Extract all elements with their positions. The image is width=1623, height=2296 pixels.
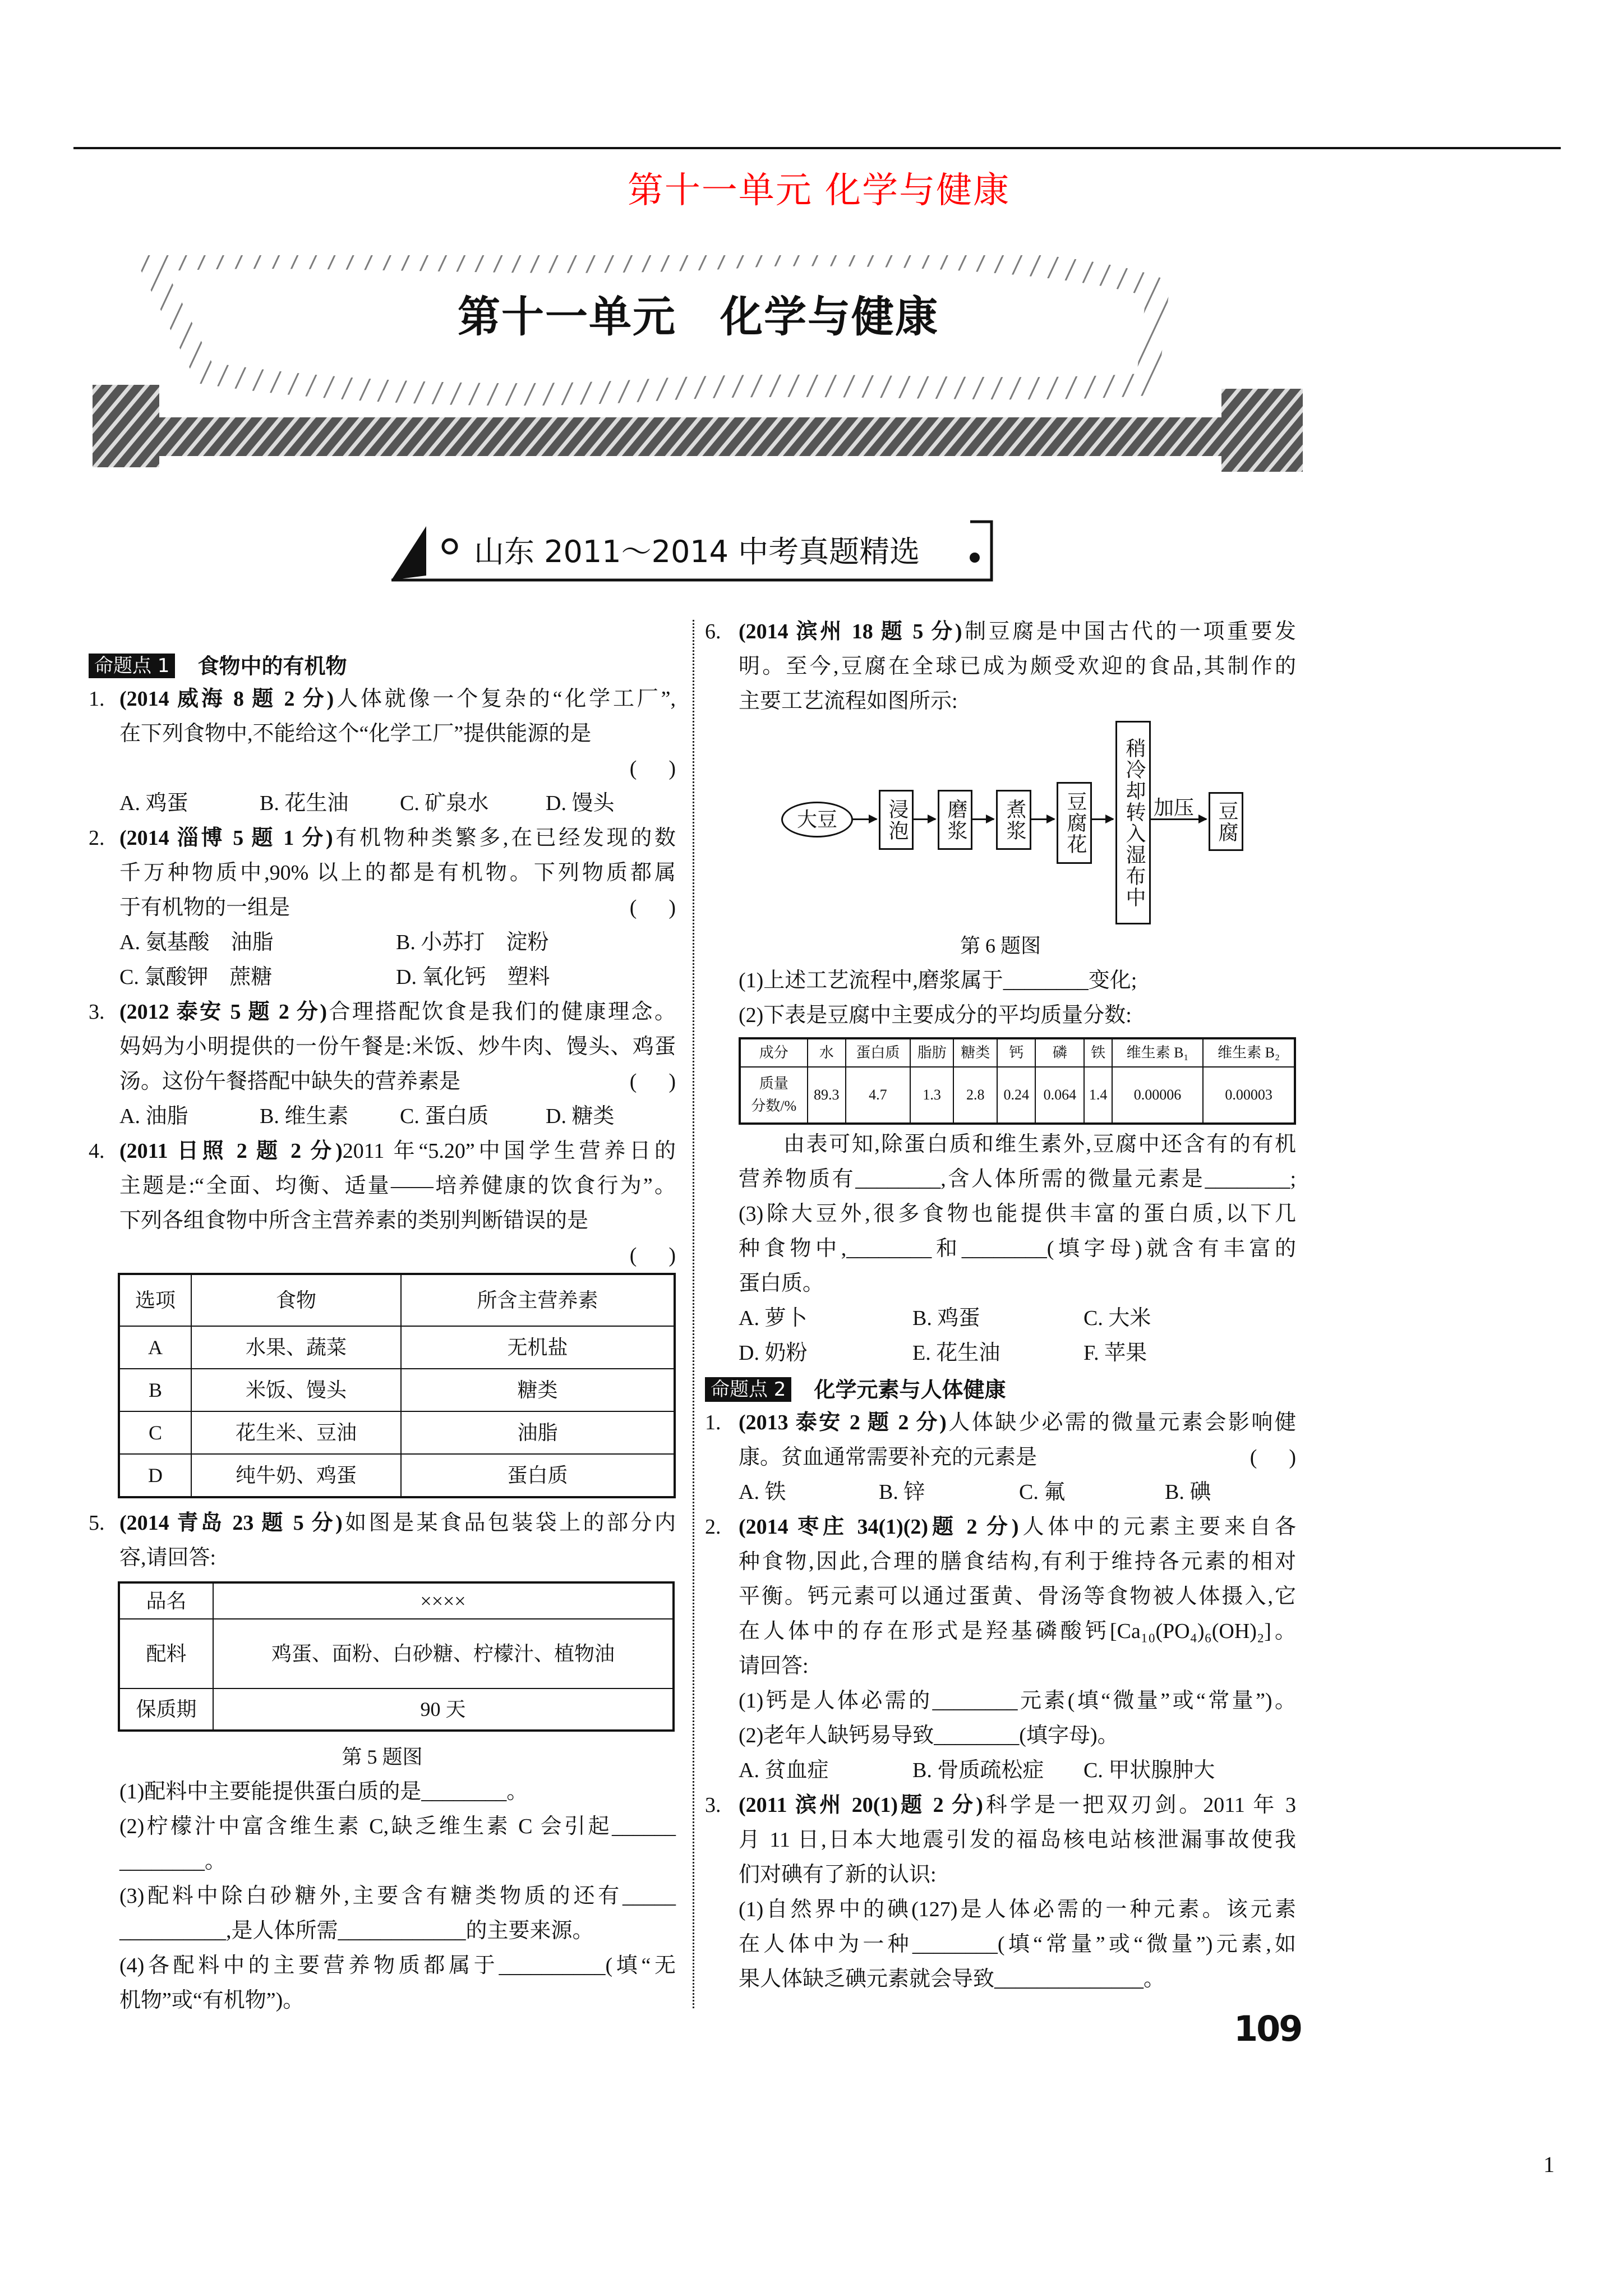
line-text: 蛋白质。 [739,1272,824,1295]
option-item[interactable]: A. 油脂 [119,1105,188,1128]
options-row [89,925,676,960]
line-body [739,1967,1165,1991]
line-text: 在人体中为一种________(填“常量”或“微量”)元素,如 [739,1932,1296,1956]
line-text: 科学是一把双刃剑。2011 年 3 [983,1793,1296,1817]
option-item[interactable]: D. 糖类 [546,1105,615,1128]
question-source: (2014 威海 8 题 2 分) [119,687,334,711]
line-text: 康。贫血通常需要补充的元素是 [739,1446,1038,1469]
line-body [739,614,1296,649]
table-cell: 2.8 [953,1067,997,1124]
text-line [705,1649,1296,1683]
line-text: (3)除大豆外,很多食物也能提供丰富的蛋白质,以下几 [739,1202,1296,1226]
options-row [89,960,676,995]
line-body [739,1927,1296,1962]
text-line [705,1440,1296,1475]
text-line [705,1162,1296,1197]
line-body [739,1127,1296,1162]
banner-decoration [93,255,1304,474]
line-body [739,649,1296,684]
text-line [705,1266,1296,1301]
line-text: 月 11 日,日本大地震引发的福岛核电站核泄漏事故使我 [739,1828,1296,1852]
text-line [705,1579,1296,1614]
text-line [705,1544,1296,1579]
line-body [739,969,1137,992]
text-line [705,1197,1296,1231]
section-heading [387,519,1004,582]
question-source: (2014 青岛 23 题 5 分) [119,1511,343,1535]
table-cell: C [119,1411,191,1454]
section-title: 山东 2011～2014 中考真题精选 [474,534,920,569]
topic-heading [705,1370,1296,1405]
page-title: 第十一单元 化学与健康 [627,170,1011,211]
options-row [89,786,676,821]
text-line [89,1064,676,1099]
options-row [705,1336,1296,1370]
table-cell: 配料 [119,1619,213,1688]
text-line [89,1203,676,1238]
line-text: 种食物中,________和________(填字母)就含有丰富的 [739,1237,1296,1260]
line-body [119,995,676,1029]
page-number: 109 [1234,2008,1302,2049]
question-number: 5. [89,1511,105,1535]
table-cell: 蛋白质 [401,1454,675,1497]
answer-bracket: ( ) [629,1244,676,1267]
text-line [705,998,1296,1033]
text-line [89,1809,676,1844]
line-body [119,1070,460,1093]
table-cell: 质量 分数/% [740,1067,808,1124]
unit-banner [93,255,1304,474]
option-item[interactable]: C. 氟 [1019,1480,1066,1504]
question-line [89,1506,676,1540]
line-text: (1)上述工艺流程中,磨浆属于________变化; [739,969,1137,992]
line-body [739,1724,1119,1747]
table-cell: 铁 [1084,1038,1112,1067]
option-item[interactable]: B. 锌 [879,1480,925,1504]
table-cell: 钙 [997,1038,1035,1067]
line-text: 千万种物质中,90% 以上的都是有机物。下列物质都属 [119,861,676,885]
line-body [119,1809,676,1844]
text-line [705,1892,1296,1927]
line-body [739,1683,1296,1718]
line-body [739,1614,1296,1649]
text-line [89,855,676,890]
question-number: 1. [705,1411,721,1434]
line-body [739,1544,1296,1579]
line-text: (2)柠檬汁中富含维生素 C,缺乏维生素 C 会引起______ [119,1815,676,1838]
text-line [89,1844,676,1879]
line-body [119,1919,594,1943]
option-item[interactable]: A. 贫血症 [739,1759,829,1782]
line-text: (1)自然界中的碘(127)是人体必需的一种元素。该元素 [739,1898,1296,1921]
table-cell: 4.7 [846,1067,910,1124]
answer-bracket: ( ) [1249,1446,1296,1469]
table-cell: 水果、蔬菜 [191,1326,401,1369]
line-text: 主要工艺流程如图所示: [739,689,958,713]
line-text: 如图是某食品包装袋上的部分内 [342,1511,676,1535]
flow-step-node: 煮浆 [996,790,1031,850]
table-cell: 维生素 B₂ [1203,1038,1295,1067]
option-item[interactable]: D. 氧化钙 塑料 [396,965,550,989]
text-line [89,890,676,925]
table-cell: 1.4 [1084,1067,1112,1124]
table-cell: 成分 [740,1038,808,1067]
table-cell: 糖类 [953,1038,997,1067]
question-number: 2. [705,1515,721,1539]
question-number: 3. [705,1793,721,1817]
line-text: (2)老年人缺钙易导致________(填字母)。 [739,1724,1119,1747]
text-line [705,1823,1296,1857]
option-item[interactable]: B. 花生油 [260,792,349,815]
question-line [705,1510,1296,1544]
table-cell: 0.24 [997,1067,1035,1124]
option-item[interactable]: A. 氨基酸 油脂 [119,931,274,954]
line-body [739,1231,1296,1266]
table-cell: 保质期 [119,1688,213,1731]
options-row [705,1475,1296,1510]
option-item[interactable]: B. 碘 [1165,1480,1211,1504]
line-text: 在下列食物中,不能给这个“化学工厂”提供能源的是 [119,722,592,746]
line-body [739,1823,1296,1857]
table-cell: 蛋白质 [846,1038,910,1067]
option-item[interactable]: B. 鸡蛋 [912,1306,980,1330]
process-flowchart [705,719,1296,928]
table-row [119,1411,675,1454]
answer-bracket: ( ) [629,757,676,780]
table-cell: 品名 [119,1582,213,1619]
text-line [705,1614,1296,1649]
table-cell: 水 [808,1038,846,1067]
question-number: 1. [89,687,105,711]
data-table [118,1273,676,1498]
line-body [739,1197,1296,1231]
data-table [118,1581,675,1732]
question-source: (2014 枣庄 34(1)(2)题 2 分) [739,1515,1019,1539]
footer-number: 1 [1543,2152,1555,2177]
line-text: 容,请回答: [119,1546,216,1570]
topic-heading [89,647,676,682]
line-body [739,1863,937,1887]
question-line [705,1788,1296,1823]
line-body [739,689,958,713]
question-source: (2012 泰安 5 题 2 分) [119,1000,327,1024]
option-item[interactable]: D. 奶粉 [739,1341,808,1365]
arrow-icon [971,818,994,820]
right-column [705,614,1296,1996]
line-body [119,1948,676,1983]
question-source: (2011 滨州 20(1)题 2 分) [739,1793,983,1817]
flow-step-node: 磨浆 [938,790,972,850]
line-body [739,1510,1296,1544]
text-line [705,1127,1296,1162]
table-cell: 89.3 [808,1067,846,1124]
table-row [119,1326,675,1369]
line-text: 妈妈为小明提供的一份午餐是:米饭、炒牛肉、馒头、鸡蛋 [119,1035,676,1059]
line-text: __________,是人体所需____________的主要来源。 [119,1919,594,1943]
options-row [705,1301,1296,1336]
table-header-row [740,1038,1295,1067]
table-cell: 磷 [1035,1038,1084,1067]
line-text: 明。至今,豆腐在全球已成为颇受欢迎的食品,其制作的 [739,655,1296,678]
table-row [119,1688,674,1731]
option-item[interactable]: B. 骨质疏松症 [912,1759,1044,1782]
line-body [119,722,591,746]
line-body [119,1879,676,1913]
flow-step-node: 浸泡 [879,790,914,850]
line-text: 人体中的元素主要来自各 [1018,1515,1296,1539]
option-item[interactable]: F. 苹果 [1083,1341,1147,1365]
line-text: 在人体中的存在形式是羟基磷酸钙[Ca₁₀(PO₄)₆(OH)₂]。 [739,1619,1296,1643]
text-line [705,1683,1296,1718]
question-line [89,1134,676,1168]
line-text: 果人体缺乏碘元素就会导致______________。 [739,1967,1165,1991]
text-line [89,1774,676,1809]
answer-bracket: ( ) [629,1070,676,1093]
line-body [119,1780,528,1803]
text-line [89,1913,676,1948]
column-divider [693,620,694,2008]
line-body [739,1405,1296,1440]
option-item[interactable]: C. 甲状腺肿大 [1083,1759,1215,1782]
line-text: 合理搭配饮食是我们的健康理念。 [327,1000,676,1024]
line-text: 制豆腐是中国古代的一项重要发 [962,620,1296,643]
table-header-row [119,1274,675,1326]
text-line [89,1029,676,1064]
option-item[interactable]: D. 馒头 [546,792,615,815]
line-body [739,1446,1037,1469]
line-body [739,1788,1296,1823]
option-item[interactable]: A. 萝卜 [739,1306,808,1330]
question-line [89,682,676,716]
option-item[interactable]: B. 小苏打 淀粉 [396,931,549,954]
option-item[interactable]: B. 维生素 [260,1105,349,1128]
options-row [89,1099,676,1134]
line-body [739,1162,1296,1197]
text-line [89,716,676,751]
options-row [705,1753,1296,1788]
line-text: 于有机物的一组是 [119,896,291,919]
table-cell: 1.3 [910,1067,954,1124]
question-source: (2013 泰安 2 题 2 分) [739,1411,947,1434]
text-line [705,684,1296,719]
line-body [739,1579,1296,1614]
option-item[interactable]: A. 鸡蛋 [119,792,188,815]
flow-step-node: 豆腐花 [1057,782,1092,864]
line-text: 汤。这份午餐搭配中缺失的营养素是 [119,1070,461,1093]
line-text: (1)钙是人体必需的________元素(填“微量”或“常量”)。 [739,1689,1296,1713]
line-body [119,1029,676,1064]
line-text: (3)配料中除白砂糖外,主要含有糖类物质的还有_____ [119,1884,676,1908]
question-line [705,614,1296,649]
line-text: 营养物质有________,含人体所需的微量元素是________; [739,1167,1296,1191]
text-line [89,1983,676,2018]
table-cell: 糖类 [401,1369,675,1411]
question-number: 6. [705,620,721,643]
line-text: (4)各配料中的主要营养物质都属于__________(填“无 [119,1954,676,1977]
line-text: 请回答: [739,1654,809,1678]
topic-badge: 命题点 2 [705,1377,791,1402]
text-line [89,1168,676,1203]
topic-badge: 命题点 1 [89,654,175,678]
table-cell: 鸡蛋、面粉、白砂糖、柠檬汁、植物油 [213,1619,674,1688]
arrow-icon [852,818,877,820]
text-line [705,1962,1296,1996]
arrow-icon [912,818,935,820]
line-body [119,1506,676,1540]
line-body [119,821,676,855]
line-body [119,1209,588,1232]
question-number: 3. [89,1000,105,1024]
table-cell: 0.00003 [1203,1067,1295,1124]
line-text: 种食物,因此,合理的膳食结构,有利于维持各元素的相对 [739,1550,1296,1573]
question-source: (2014 淄博 5 题 1 分) [119,826,333,850]
question-source: (2011 日照 2 题 2 分) [119,1139,343,1163]
table-cell: 0.064 [1035,1067,1084,1124]
text-line [705,1857,1296,1892]
topic-title: 食物中的有机物 [197,654,347,679]
line-text: (2)下表是豆腐中主要成分的平均质量分数: [739,1004,1132,1027]
banner-title: 第十一单元 化学与健康 [458,292,939,342]
line-text: 主题是:“全面、均衡、适量——培养健康的饮食行为”。 [119,1174,676,1198]
text-line [89,1879,676,1913]
flow-start-node: 大豆 [781,802,853,838]
question-line [89,821,676,855]
line-text: ________。 [119,1849,227,1873]
line-text: 人体缺少必需的微量元素会影响健 [946,1411,1296,1434]
table-row [119,1619,674,1688]
line-body [119,1989,304,2012]
flow-arrow-label: 加压 [1154,797,1195,819]
arrow-icon [1030,818,1054,820]
option-item[interactable]: C. 大米 [1083,1306,1151,1330]
option-item[interactable]: E. 花生油 [912,1341,1000,1365]
line-text: 2011 年“5.20”中国学生营养日的 [342,1139,676,1163]
figure-caption: 第 5 题图 [342,1746,423,1768]
text-line [705,963,1296,998]
table-cell: 90 天 [213,1688,674,1731]
table-cell: B [119,1369,191,1411]
question-line [705,1405,1296,1440]
option-item[interactable]: C. 氯酸钾 蔗糖 [119,965,273,989]
line-body [119,1849,226,1873]
table-row [119,1454,675,1497]
line-text: 下列各组食物中所含主营养素的类别判断错误的是 [119,1209,589,1232]
option-item[interactable]: C. 蛋白质 [400,1105,489,1128]
table-cell: 脂肪 [910,1038,954,1067]
line-body [739,1272,824,1295]
question-number: 4. [89,1139,105,1163]
table-cell: 纯牛奶、鸡蛋 [191,1454,401,1497]
line-text: 有机物种类繁多,在已经发现的数 [333,826,676,850]
table-header-row [119,1582,674,1619]
line-text: 平衡。钙元素可以通过蛋黄、骨汤等食物被人体摄入,它 [739,1585,1296,1608]
line-text: 人体就像一个复杂的“化学工厂”, [334,687,676,711]
answer-bracket: ( ) [629,896,676,919]
topic-title: 化学元素与人体健康 [814,1377,1006,1402]
flow-end-node: 豆腐 [1209,792,1243,851]
text-line [89,751,676,786]
question-line [89,995,676,1029]
table-cell: 所含主营养素 [401,1274,675,1326]
table-cell: 0.00006 [1112,1067,1203,1124]
data-table [739,1037,1296,1125]
table-row [119,1369,675,1411]
table-cell: 油脂 [401,1411,675,1454]
line-text: 们对碘有了新的认识: [739,1863,937,1887]
top-rule [73,147,1561,149]
option-item[interactable]: C. 矿泉水 [400,792,489,815]
table-cell: 选项 [119,1274,191,1326]
arrow-icon [1090,818,1113,820]
text-line [705,1718,1296,1753]
line-body [739,1892,1296,1927]
line-body [119,855,676,890]
table-row [740,1067,1295,1124]
line-text: (1)配料中主要能提供蛋白质的是________。 [119,1780,528,1803]
table-cell: 米饭、馒头 [191,1369,401,1411]
figure-caption: 第 6 题图 [960,935,1041,957]
table-cell: D [119,1454,191,1497]
table-cell: 维生素 B₁ [1112,1038,1203,1067]
line-body [739,1654,809,1678]
line-body [119,682,676,716]
option-item[interactable]: A. 铁 [739,1480,786,1504]
line-body [119,1546,216,1570]
left-column [89,647,676,2018]
table-cell: 食物 [191,1274,401,1326]
table-cell: 花生米、豆油 [191,1411,401,1454]
line-body [119,1134,676,1168]
line-body [119,896,290,919]
text-line [89,1948,676,1983]
text-line [89,1238,676,1273]
question-number: 2. [89,826,105,850]
text-line [89,1540,676,1575]
line-body [119,1168,676,1203]
flow-step-node: 稍冷却转入湿布中 [1115,721,1151,924]
text-line [705,1231,1296,1266]
question-source: (2014 滨州 18 题 5 分) [739,620,962,643]
line-text: 由表可知,除蛋白质和维生素外,豆腐中还含有的有机 [783,1133,1296,1156]
text-line [705,649,1296,684]
text-line [705,1927,1296,1962]
table-cell: A [119,1326,191,1369]
table-cell: ×××× [213,1582,674,1619]
line-text: 机物”或“有机物”)。 [119,1989,305,2012]
table-cell: 无机盐 [401,1326,675,1369]
line-body [739,1004,1132,1027]
